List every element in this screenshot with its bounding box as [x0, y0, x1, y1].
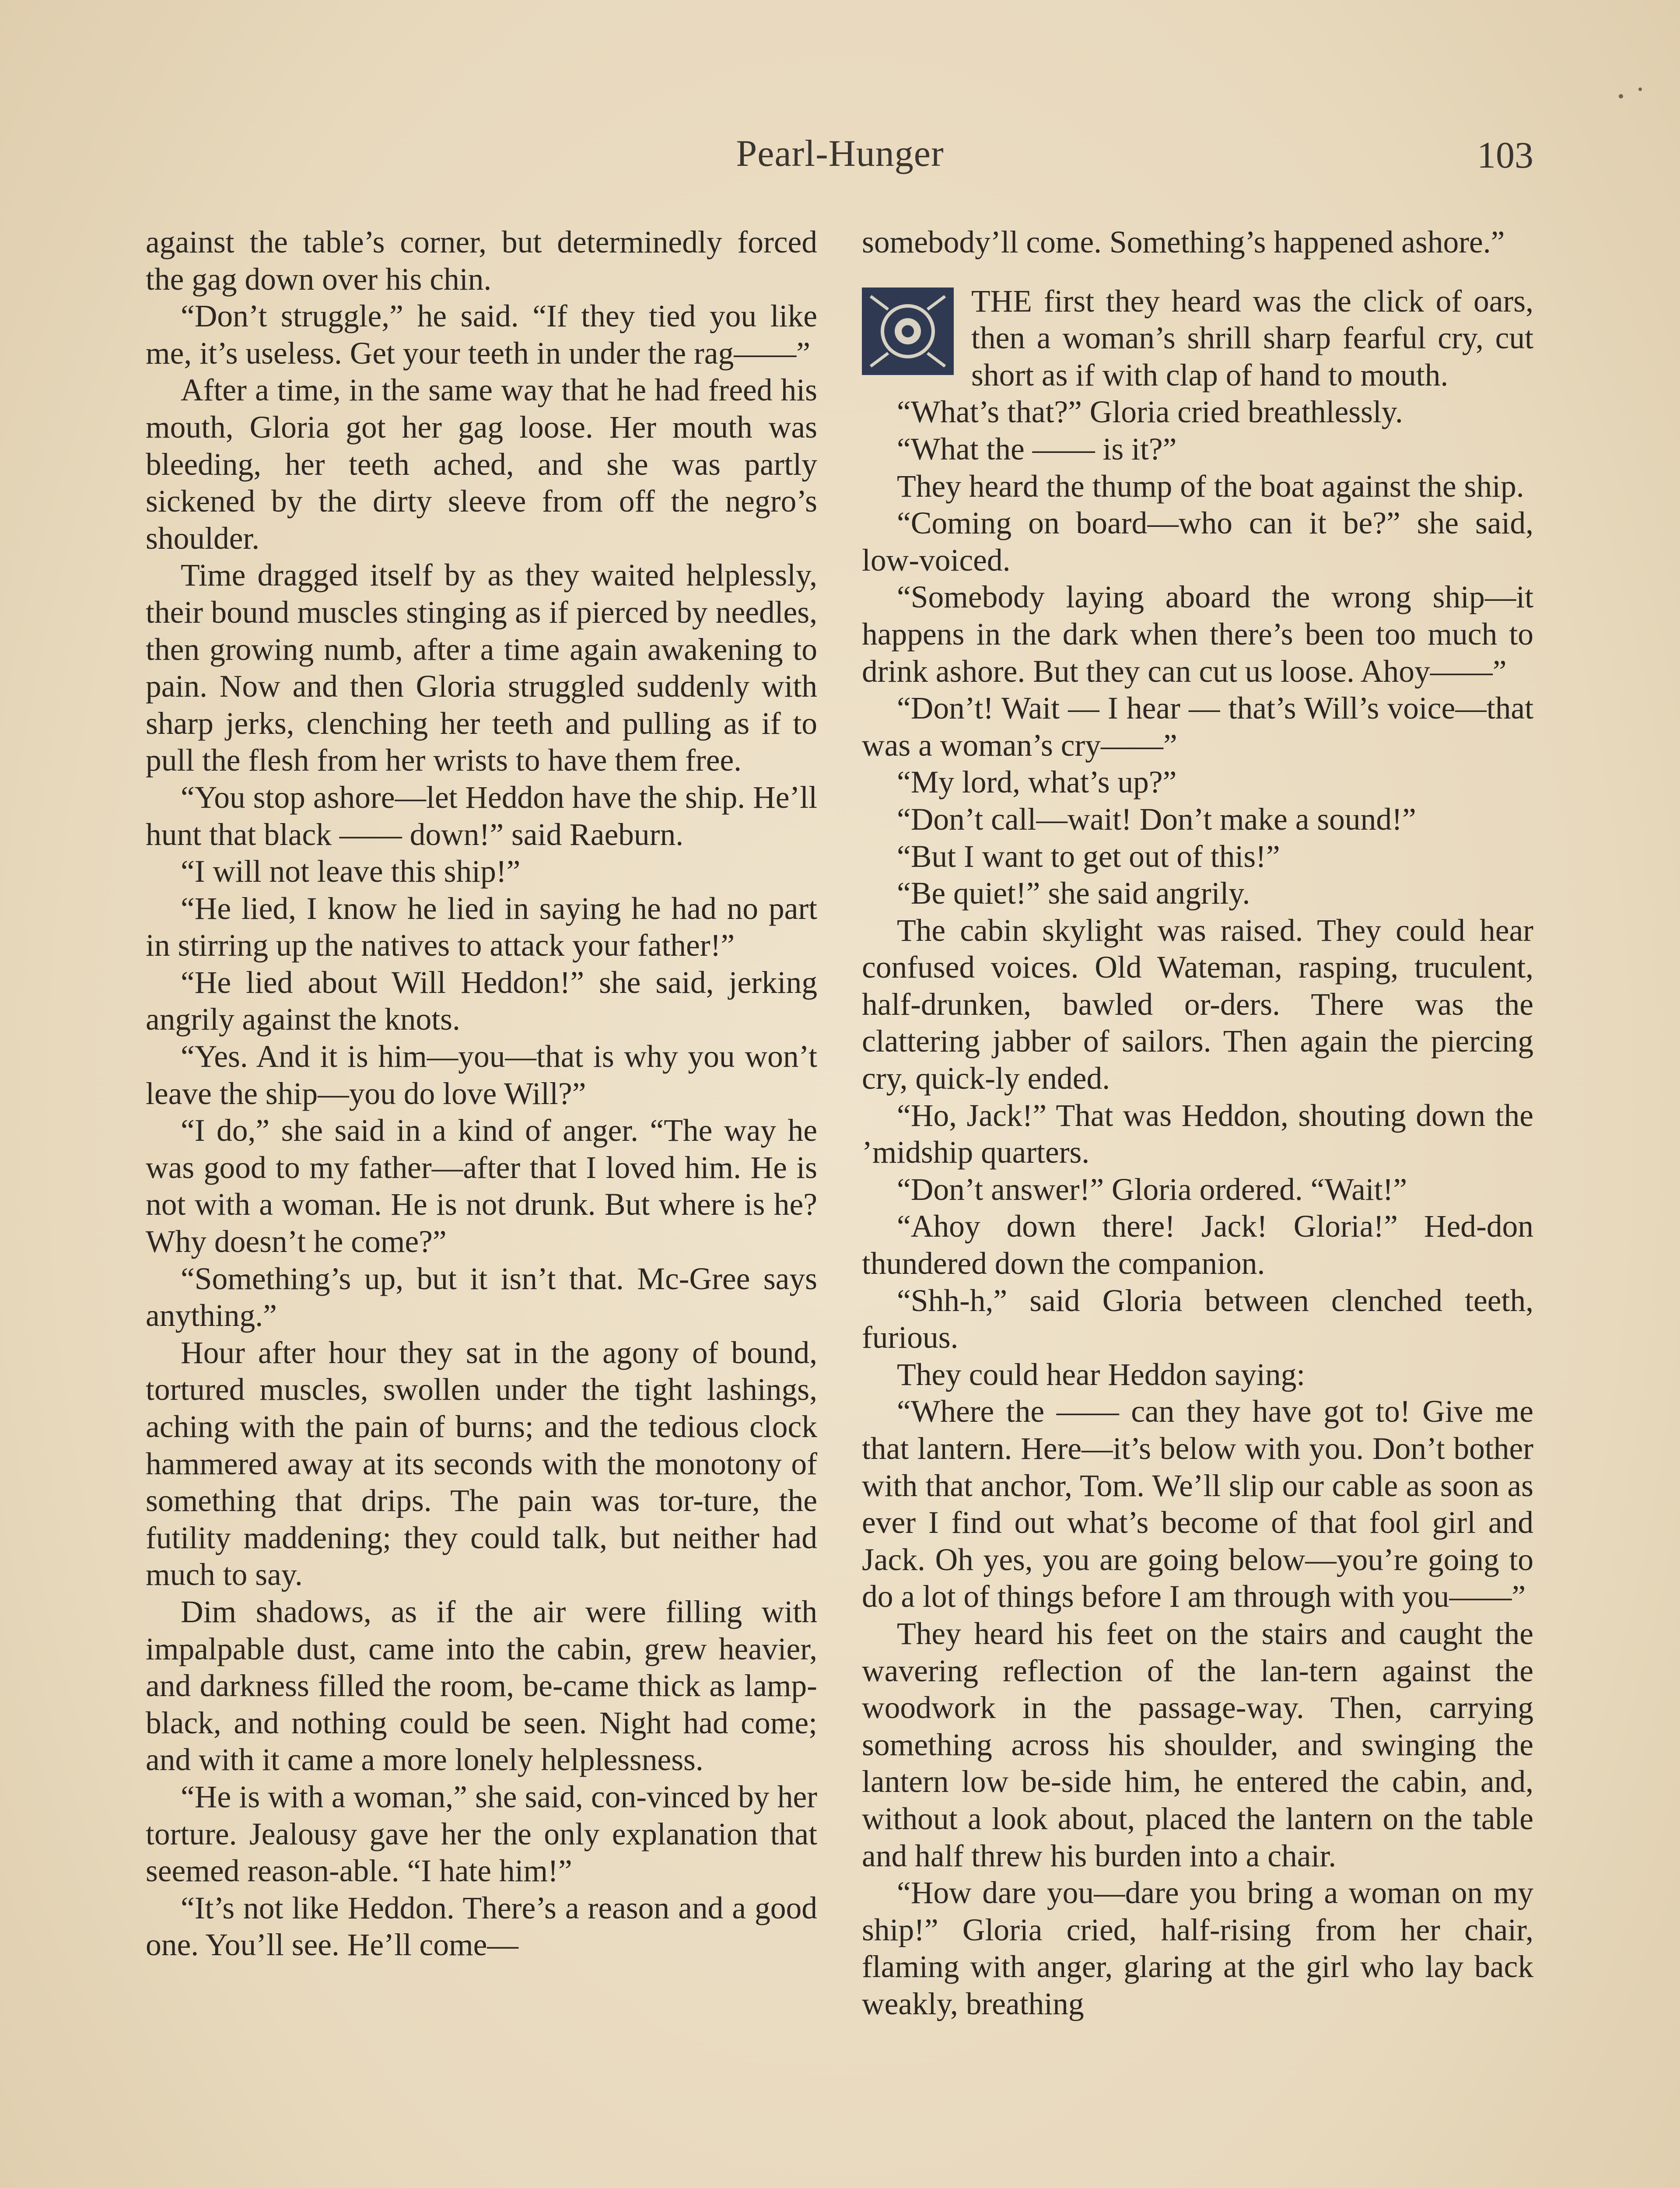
paragraph-text: “Be quiet!” she said angrily.: [897, 876, 1250, 911]
paragraph: [146, 372, 817, 557]
paragraph: [862, 912, 1533, 1098]
paragraph: [862, 690, 1533, 764]
paragraph-text: “I will not leave this ship!”: [181, 854, 521, 889]
paragraph: [146, 1890, 817, 1964]
paragraph-text: “What the —— is it?”: [897, 431, 1177, 466]
paragraph: [862, 838, 1533, 876]
paragraph-text: “Somebody laying aboard the wrong ship—it happens in the dark when there’s been too much to drink ashore. But they can cut us loose. Ahoy——”: [862, 580, 1533, 689]
paragraph: [862, 579, 1533, 690]
paragraph: [862, 394, 1533, 431]
paragraph: [862, 1393, 1533, 1616]
paragraph-text: “But I want to get out of this!”: [897, 839, 1280, 874]
paragraph-text: Dim shadows, as if the air were filling with impalpable dust, came into the cabin, grew heavier, and darkness filled the room, be-came thick as lamp-black, and nothing could be seen. Night had come; and with it came a more lonely helplessness.: [146, 1594, 817, 1778]
right-column: [862, 224, 1533, 2023]
paragraph-text: “It’s not like Heddon. There’s a reason and a good one. You’ll see. He’ll come—: [146, 1890, 817, 1963]
paragraph-text: Hour after hour they sat in the agony of bound, tortured muscles, swollen under the tight lashings, aching with the pain of burns; and the tedious clock hammered away at its seconds with the monotony of something that drips. The pain was tor-ture, the futility maddening; they could talk, but neither had much to say.: [146, 1335, 817, 1592]
paragraph-text: After a time, in the same way that he had freed his mouth, Gloria got her gag loose. Her mouth was bleeding, her teeth ached, and she was partly sickened by the dirty sleeve from off the negro’s shoulder.: [146, 373, 817, 556]
paragraph-text: They heard the thump of the boat against the ship.: [897, 469, 1524, 504]
paragraph: [146, 1112, 817, 1260]
paragraph: [146, 779, 817, 853]
paragraph-text: They could hear Heddon saying:: [897, 1357, 1306, 1392]
ink-speck: [1619, 94, 1623, 98]
paragraph: [862, 1283, 1533, 1357]
paragraph: [862, 283, 1533, 394]
running-title: Pearl-Hunger: [736, 132, 944, 174]
paragraph-text: “Don’t struggle,” he said. “If they tied you like me, it’s useless. Get your teeth in under the rag——”: [146, 299, 817, 371]
paragraph: [146, 964, 817, 1038]
paragraph-text: “Ho, Jack!” That was Heddon, shouting down the ’midship quarters.: [862, 1098, 1533, 1170]
paragraph: [146, 1594, 817, 1779]
paragraph: [146, 853, 817, 891]
paragraph-text: “Don’t call—wait! Don’t make a sound!”: [897, 802, 1416, 837]
paragraph-text: “Coming on board—who can it be?” she said, low-voiced.: [862, 506, 1533, 578]
paragraph: [862, 1875, 1533, 2023]
page-number: 103: [1477, 134, 1533, 176]
paragraph: [146, 1335, 817, 1594]
paragraph-text: “Shh-h,” said Gloria between clenched teeth, furious.: [862, 1283, 1533, 1355]
paragraph-text: “Don’t answer!” Gloria ordered. “Wait!”: [897, 1172, 1407, 1207]
paragraph: [862, 468, 1533, 505]
paragraph-text: “Something’s up, but it isn’t that. Mc-Gree says anything.”: [146, 1261, 817, 1333]
paragraph: [862, 1098, 1533, 1171]
paragraph-text: “Ahoy down there! Jack! Gloria!” Hed-don thundered down the companion.: [862, 1209, 1533, 1281]
paragraph: [862, 764, 1533, 801]
paragraph-text: The cabin skylight was raised. They could hear confused voices. Old Wateman, rasping, truculent, half-drunken, bawled or-ders. There was the clattering jabber of sailors. Then again the piercing cry, quick-ly ended.: [862, 913, 1533, 1096]
paragraph-text: They heard his feet on the stairs and caught the wavering reflection of the lan-tern against the woodwork in the passage-way. Then, carrying something across his shoulder, and swinging the lantern low be-side him, he entered the cabin, and, without a look about, placed the lantern on the table and half threw his burden into a chair.: [862, 1616, 1533, 1873]
paragraph: [146, 224, 817, 298]
paragraph: [146, 298, 817, 372]
paragraph: [862, 1171, 1533, 1209]
paragraph-text: “He is with a woman,” she said, con-vinced by her torture. Jealousy gave her the only explanation that seemed reason-able. “I hate him!”: [146, 1779, 817, 1889]
left-column: [146, 224, 817, 1964]
paragraph: [146, 1261, 817, 1335]
paragraph-text: THE first they heard was the click of oars, then a woman’s shrill sharp fearful cry, cut short as if with clap of hand to mouth.: [971, 284, 1533, 393]
ornamental-initial-icon: [862, 288, 954, 375]
ink-speck: [1638, 88, 1642, 91]
paragraph: [862, 801, 1533, 838]
paragraph: [146, 1779, 817, 1890]
paragraph-text: “What’s that?” Gloria cried breathlessly.: [897, 395, 1403, 430]
paragraph-text: “Don’t! Wait — I hear — that’s Will’s voice—that was a woman’s cry——”: [862, 691, 1533, 763]
paragraph-text: somebody’ll come. Something’s happened ashore.”: [862, 225, 1505, 259]
paragraph: [862, 431, 1533, 468]
paragraph-text: “Where the —— can they have got to! Give me that lantern. Here—it’s below with you. Don’t bother with that anchor, Tom. We’ll slip our cable as soon as ever I find out what’s become of that fool girl and Jack. Oh yes, you are going below—you’re going to do a lot of things before I am through with you——”: [862, 1394, 1533, 1614]
paragraph-text: “You stop ashore—let Heddon have the ship. He’ll hunt that black —— down!” said Raeburn.: [146, 780, 817, 852]
paragraph-text: “Yes. And it is him—you—that is why you won’t leave the ship—you do love Will?”: [146, 1039, 817, 1111]
paragraph: [146, 1038, 817, 1112]
paragraph-text: “He lied, I know he lied in saying he had no part in stirring up the natives to attack your father!”: [146, 891, 817, 963]
paragraph: [862, 224, 1533, 261]
paragraph: [862, 1208, 1533, 1282]
paragraph: [146, 891, 817, 964]
paragraph: [862, 1357, 1533, 1394]
paragraph: [146, 557, 817, 779]
paragraph-text: “He lied about Will Heddon!” she said, jerking angrily against the knots.: [146, 965, 817, 1037]
paragraph-text: “My lord, what’s up?”: [897, 765, 1177, 800]
paragraph-text: Time dragged itself by as they waited helplessly, their bound muscles stinging as if pierced by needles, then growing numb, after a time again awakening to pain. Now and then Gloria struggled suddenly with sharp jerks, clenching her teeth and pulling as if to pull the flesh from her wrists to have them free.: [146, 558, 817, 778]
paragraph: [862, 875, 1533, 912]
paragraph-text: “I do,” she said in a kind of anger. “The way he was good to my father—after that I loved him. He is not with a woman. He is not drunk. But where is he? Why doesn’t he come?”: [146, 1113, 817, 1259]
paragraph: [862, 1616, 1533, 1875]
paragraph-text: against the table’s corner, but determinedly forced the gag down over his chin.: [146, 225, 817, 297]
paragraph: [862, 505, 1533, 579]
paragraph-text: “How dare you—dare you bring a woman on my ship!” Gloria cried, half-rising from her chair, flaming with anger, glaring at the girl who lay back weakly, breathing: [862, 1876, 1533, 2021]
